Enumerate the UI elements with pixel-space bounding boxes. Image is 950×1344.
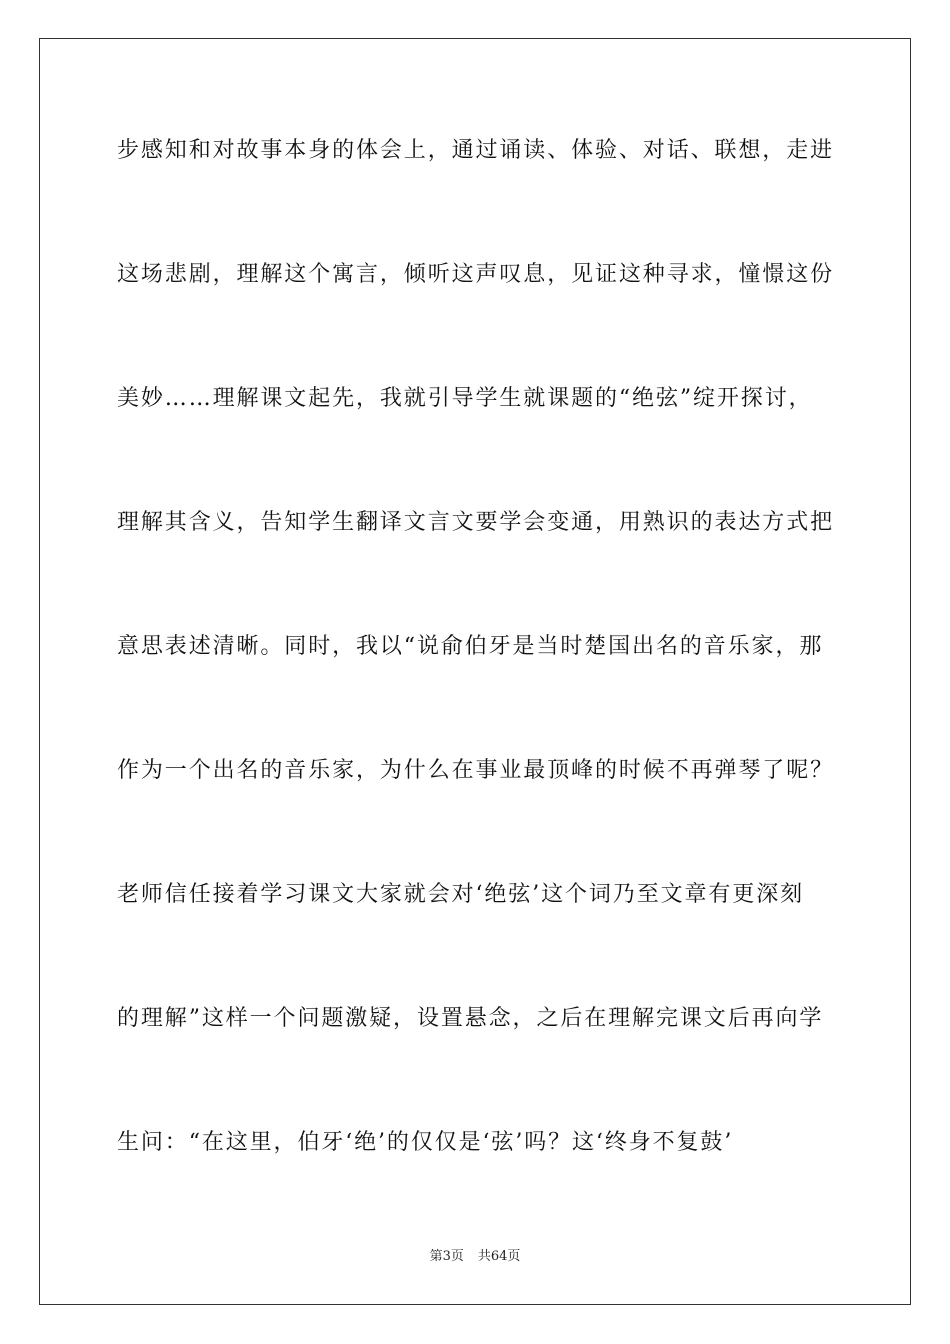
body-text-line: 步感知和对故事本身的体会上，通过诵读、体验、对话、联想，走进 (117, 138, 835, 163)
body-text-line: 老师信任接着学习课文大家就会对‘绝弦’这个词乃至文章有更深刻 (117, 882, 804, 907)
page-frame (39, 38, 911, 1305)
body-text-line: 的理解”这样一个问题激疑，设置悬念，之后在理解完课文后再向学 (117, 1006, 824, 1031)
body-text-line: 理解其含义，告知学生翻译文言文要学会变通，用熟识的表达方式把 (117, 510, 835, 535)
body-text-line: 生问：“在这里，伯牙‘绝’的仅仅是‘弦’吗？这‘终身不复鼓’ (117, 1130, 734, 1155)
body-text-line: 意思表述清晰。同时，我以“说俞伯牙是当时楚国出名的音乐家，那 (117, 634, 824, 659)
page-number: 第3页 (429, 1249, 464, 1264)
total-pages: 共64页 (477, 1249, 521, 1264)
body-text-line: 这场悲剧，理解这个寓言，倾听这声叹息，见证这种寻求，憧憬这份 (117, 262, 835, 287)
page-footer (0, 1248, 950, 1266)
body-text-line: 作为一个出名的音乐家，为什么在事业最顶峰的时候不再弹琴了呢？ (117, 758, 835, 783)
body-text-line: 美妙……理解课文起先，我就引导学生就课题的“绝弦”绽开探讨， (117, 386, 813, 411)
